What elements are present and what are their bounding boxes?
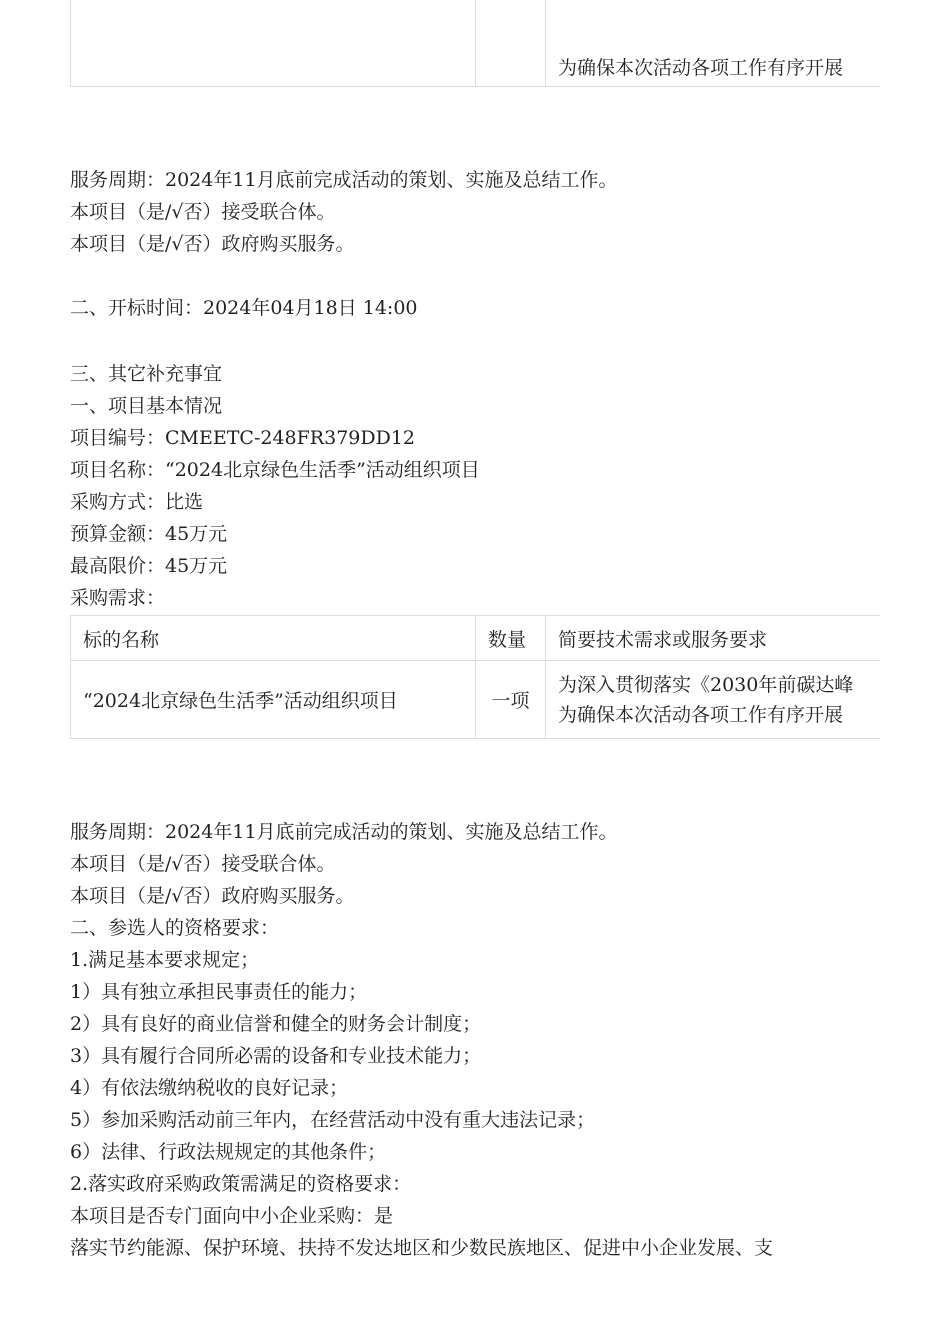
gov-purchase-text-2: 本项目（是/√否）政府购买服务。 — [70, 885, 355, 907]
table-cell-name: “2024北京绿色生活季”活动组织项目 — [71, 661, 476, 739]
budget-text: 预算金额：45万元 — [70, 523, 228, 545]
qualification-item-3: 3）具有履行合同所必需的设备和专业技术能力； — [70, 1045, 482, 1067]
header-name: 标的名称 — [71, 616, 476, 661]
qualification-item-1: 1）具有独立承担民事责任的能力； — [70, 981, 368, 1003]
table-cell-desc — [546, 661, 881, 739]
project-name-text: 项目名称：“2024北京绿色生活季”活动组织项目 — [70, 459, 480, 481]
table-cell-desc: 为确保本次活动各项工作有序开展 — [546, 0, 881, 87]
max-price-text: 最高限价：45万元 — [70, 555, 228, 577]
sme-text: 本项目是否专门面向中小企业采购：是 — [70, 1205, 394, 1227]
table-row — [71, 0, 881, 87]
policy-requirements-title: 2.落实政府采购政策需满足的资格要求： — [70, 1173, 412, 1195]
table-cell-qty — [476, 0, 546, 87]
basic-requirements-title: 1.满足基本要求规定； — [70, 949, 260, 971]
requirements-table — [70, 615, 880, 739]
requirements-label: 采购需求： — [70, 587, 166, 609]
project-number-text: 项目编号：CMEETC-248FR379DD12 — [70, 427, 416, 449]
document-page — [70, 0, 880, 1344]
table-cell-qty: 一项 — [476, 661, 546, 739]
header-desc: 简要技术需求或服务要求 — [546, 616, 881, 661]
qualifications-heading: 二、参选人的资格要求： — [70, 917, 280, 939]
qualification-item-2: 2）具有良好的商业信誉和健全的财务会计制度； — [70, 1013, 482, 1035]
gov-purchase-text: 本项目（是/√否）政府购买服务。 — [70, 233, 355, 255]
purchase-method-text: 采购方式：比选 — [70, 491, 204, 513]
bid-opening-text: 二、开标时间：2024年04月18日 14:00 — [70, 297, 418, 319]
table-header-row — [71, 616, 881, 661]
qualification-item-4: 4）有依法缴纳税收的良好记录； — [70, 1077, 349, 1099]
consortium-text: 本项目（是/√否）接受联合体。 — [70, 201, 336, 223]
supplement-heading: 三、其它补充事宜 — [70, 363, 223, 385]
policy-text: 落实节约能源、保护环境、扶持不发达地区和少数民族地区、促进中小企业发展、支 — [70, 1237, 774, 1259]
consortium-text-2: 本项目（是/√否）接受联合体。 — [70, 853, 336, 875]
table-cell-name — [71, 0, 476, 87]
table-row — [71, 661, 881, 739]
service-period-text: 服务周期：2024年11月底前完成活动的策划、实施及总结工作。 — [70, 169, 618, 191]
desc-line-2: 为确保本次活动各项工作有序开展 — [558, 703, 844, 726]
qualification-item-6: 6）法律、行政法规规定的其他条件； — [70, 1141, 387, 1163]
requirements-table-fragment — [70, 0, 880, 87]
qualification-item-5: 5）参加采购活动前三年内，在经营活动中没有重大违法记录； — [70, 1109, 596, 1131]
basic-info-heading: 一、项目基本情况 — [70, 395, 223, 417]
header-qty: 数量 — [476, 616, 546, 661]
desc-line-1: 为深入贯彻落实《2030年前碳达峰 — [558, 673, 854, 696]
service-period-text-2: 服务周期：2024年11月底前完成活动的策划、实施及总结工作。 — [70, 821, 618, 843]
